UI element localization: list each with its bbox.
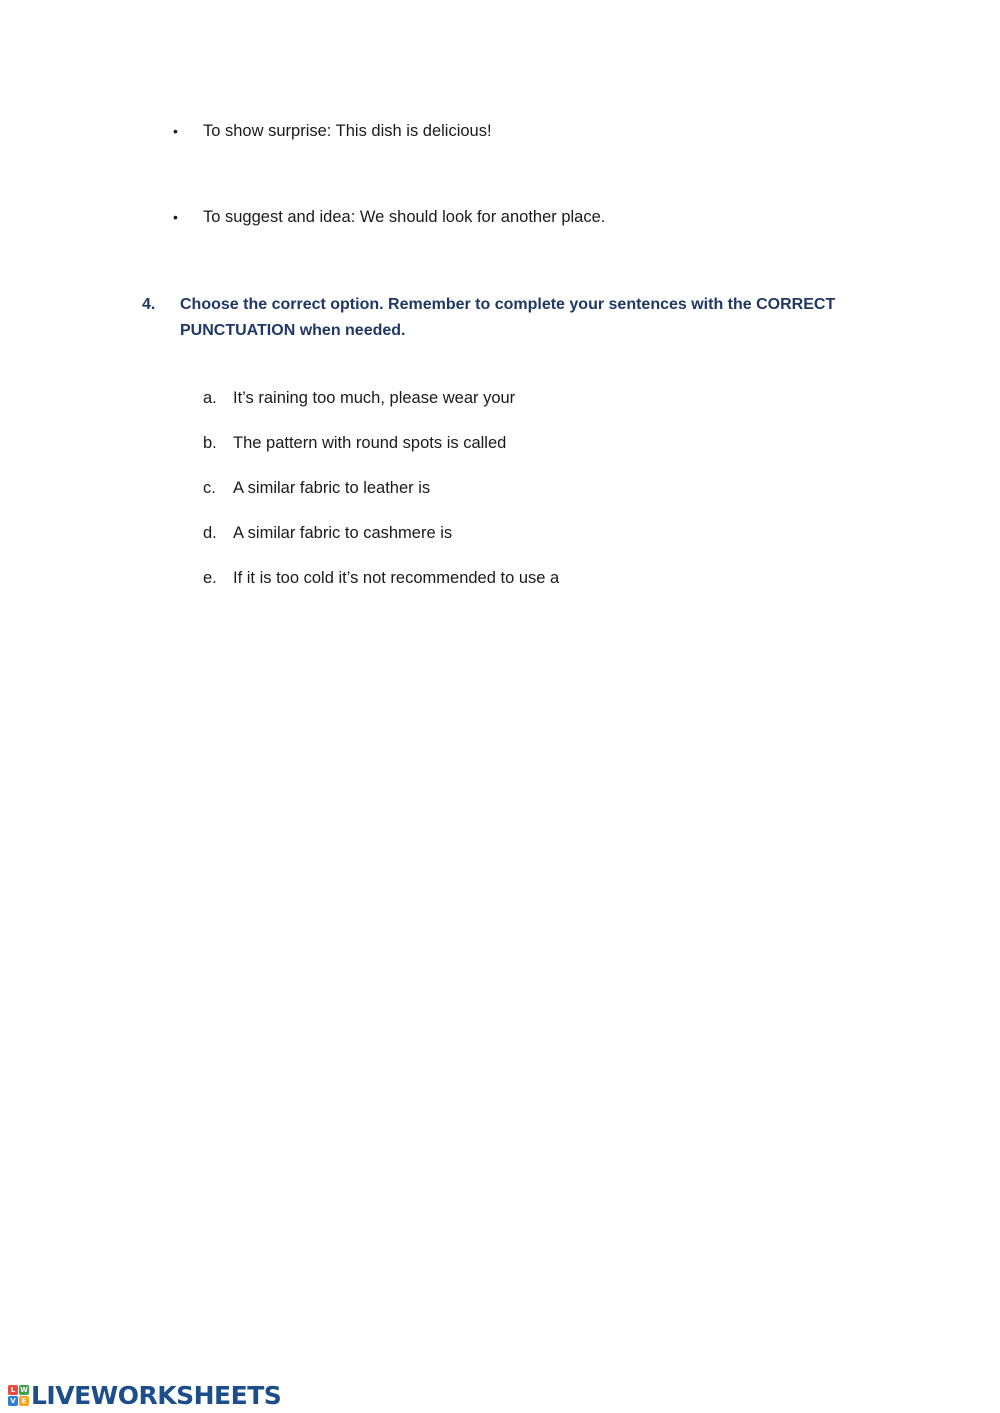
- list-item-letter: b.: [203, 434, 217, 452]
- list-item-text: The pattern with round spots is called: [233, 434, 507, 452]
- logo-cell: E: [19, 1396, 29, 1406]
- logo-cell: V: [8, 1396, 18, 1406]
- list-item-text: A similar fabric to leather is: [233, 479, 431, 497]
- list-item-text: It’s raining too much, please wear your: [233, 389, 516, 407]
- bullet-icon: •: [173, 209, 178, 225]
- bullet-icon: •: [173, 123, 178, 139]
- list-item-letter: e.: [203, 569, 217, 587]
- logo-cell: W: [20, 1385, 28, 1394]
- list-item-letter: d.: [203, 524, 217, 542]
- list-item-letter: c.: [203, 479, 216, 497]
- bullet-text: To show surprise: This dish is delicious!: [203, 122, 492, 140]
- logo-cell: L: [8, 1385, 18, 1395]
- logo-text: LIVEWORKSHEETS: [31, 1380, 282, 1410]
- logo-grid-icon: [8, 1385, 29, 1406]
- bullet-text: To suggest and idea: We should look for another place.: [203, 208, 606, 226]
- list-item-text: If it is too cold it’s not recommended to use a: [233, 569, 560, 587]
- question-number: 4.: [142, 296, 156, 313]
- question-text: Choose the correct option. Remember to complete your sentences with the CORRECT PUNCTUATION when needed.: [180, 296, 836, 339]
- list-item-letter: a.: [203, 389, 217, 407]
- liveworksheets-logo[interactable]: [8, 1380, 281, 1410]
- list-item-text: A similar fabric to cashmere is: [233, 524, 453, 542]
